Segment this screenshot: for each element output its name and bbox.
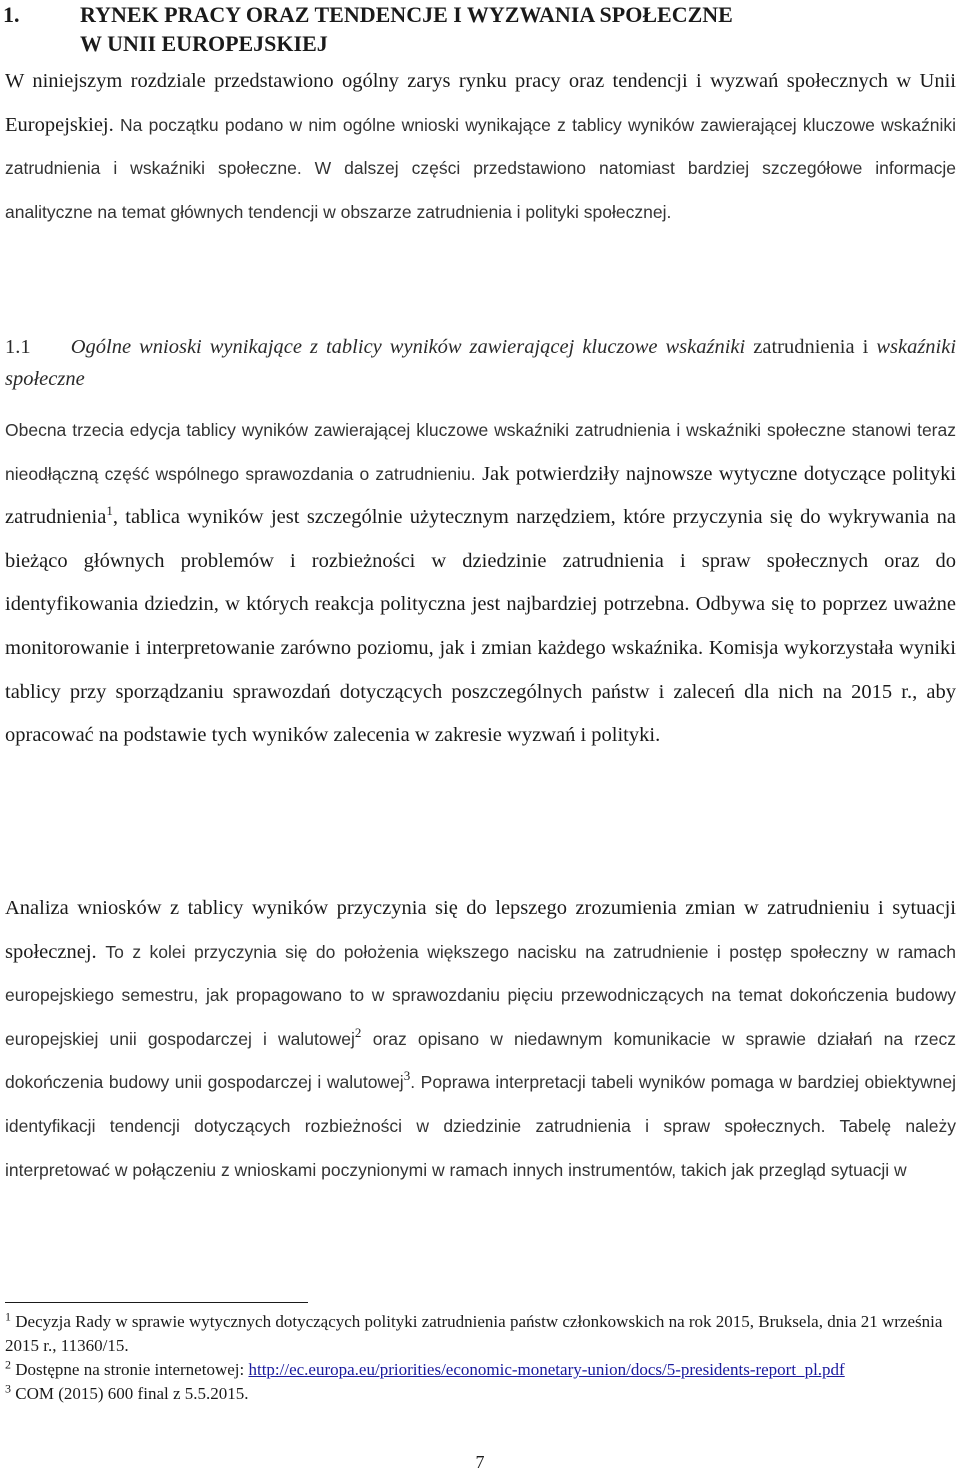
section-title-normal: zatrudnienia i [753, 336, 869, 358]
intro-serif-text: W niniejszym rozdziale przedstawiono ogólny zarys rynku pracy oraz tendencji i wyzwań społecznych w Unii Europejskiej. [5, 70, 956, 136]
scoreboard-paragraph [5, 409, 956, 758]
footnote-3 [5, 1382, 956, 1406]
section-heading [5, 331, 956, 395]
footnote-1 [5, 1310, 956, 1358]
page-number: 7 [475, 1452, 485, 1472]
analysis-serif-text: Analiza wniosków z tablicy wyników przyczynia się do lepszego zrozumienia zmian w zatrudnieniu i sytuacji społecznej. [5, 897, 956, 963]
section-title-part-1: Ogólne wnioski wynikające z tablicy wyników zawierającej kluczowe wskaźniki [70, 336, 746, 358]
footnote-3-marker: 3 [5, 1381, 11, 1396]
footnotes [5, 1310, 956, 1406]
footnote-2-marker: 2 [5, 1357, 11, 1372]
footnote-ref-1[interactable]: 1 [106, 503, 113, 519]
section-number: 1.1 [5, 336, 31, 358]
section-title-part-2: wskaźniki społeczne [5, 336, 957, 390]
chapter-title-line-2: W UNII EUROPEJSKIEJ [80, 31, 328, 56]
analysis-paragraph [5, 887, 956, 1192]
scoreboard-serif-text-2: , tablica wyników jest szczególnie użytecznym narzędziem, które przyczynia się do wykrywania na bieżąco głównych problemów i rozbieżności w dziedzinie zatrudnienia i spraw społecznych oraz do identyfikowania dziedzin, w których reakcja polityczna jest najbardziej potrzebna. Odbywa się to poprzez uważne monitorowanie i interpretowanie zarówno poziomu, jak i zmian każdego wskaźnika. Komisja wykorzystała wyniki tablicy przy sporządzaniu sprawozdań dotyczących poszczególnych państw i zaleceń dla nich na 2015 r., aby opracować na podstawie tych wyników zalecenia w zakresie wyzwań i polityki. [5, 506, 956, 747]
footnote-1-marker: 1 [5, 1309, 11, 1324]
chapter-number: 1. [3, 2, 20, 27]
footnote-3-text: COM (2015) 600 final z 5.5.2015. [15, 1384, 249, 1403]
analysis-sans-text-1: To z kolei przyczynia się do położenia większego nacisku na zatrudnienie i postęp społeczny w ramach europejskiego semestru, jak propagowano to w sprawozdaniu pięciu przewodniczących na temat dokończenia budowy europejskiej unii gospodarczej i walutowej [5, 941, 957, 1049]
analysis-sans-text-2: oraz opisano w niedawnym komunikacie w sprawie działań na rzecz dokończenia budowy unii gospodarczej i walutowej [5, 1028, 956, 1093]
scoreboard-sans-text: Obecna trzecia edycja tablicy wyników zawierającej kluczowe wskaźniki zatrudnienia i wskaźniki społeczne stanowi teraz nieodłączną część wspólnego sprawozdania o zatrudnieniu. [5, 420, 956, 484]
analysis-sans-text-3: . Poprawa interpretacji tabeli wyników pomaga w bardziej obiektywnej identyfikacji tendencji dotyczących rozbieżności w dziedzinie zatrudnienia i spraw społecznych. Tabelę należy interpretować w połączeniu z wnioskami poczynionymi w ramach innych instrumentów, takich jak przegląd sytuacji w [5, 1072, 956, 1180]
scoreboard-serif-text-1: Jak potwierdziły najnowsze wytyczne dotyczące polityki zatrudnienia [5, 462, 957, 529]
intro-paragraph [5, 60, 956, 234]
footnote-ref-2[interactable]: 2 [354, 1024, 362, 1040]
intro-sans-text: Na początku podano w nim ogólne wnioski wynikające z tablicy wyników zawierającej kluczowe wskaźniki zatrudnienia i wskaźniki społeczne. W dalszej części przedstawiono natomiast bardziej szczegółowe informacje analityczne na temat głównych tendencji w obszarze zatrudnienia i polityki społecznej. [5, 114, 956, 222]
footnote-1-text: Decyzja Rady w sprawie wytycznych dotyczących polityki zatrudnienia państw członkowskich na rok 2015, Bruksela, dnia 21 września 2015 r., 11360/15. [5, 1312, 943, 1355]
footnote-separator [5, 1302, 308, 1303]
footnote-2-link[interactable]: http://ec.europa.eu/priorities/economic-monetary-union/docs/5-presidents-report_pl.pdf [248, 1360, 845, 1379]
footnote-ref-3[interactable]: 3 [403, 1068, 411, 1084]
footnote-2-text: Dostępne na stronie internetowej: [15, 1360, 245, 1379]
chapter-title-line-1: RYNEK PRACY ORAZ TENDENCJE I WYZWANIA SPOŁECZNE [80, 2, 733, 27]
footnote-2 [5, 1358, 956, 1382]
